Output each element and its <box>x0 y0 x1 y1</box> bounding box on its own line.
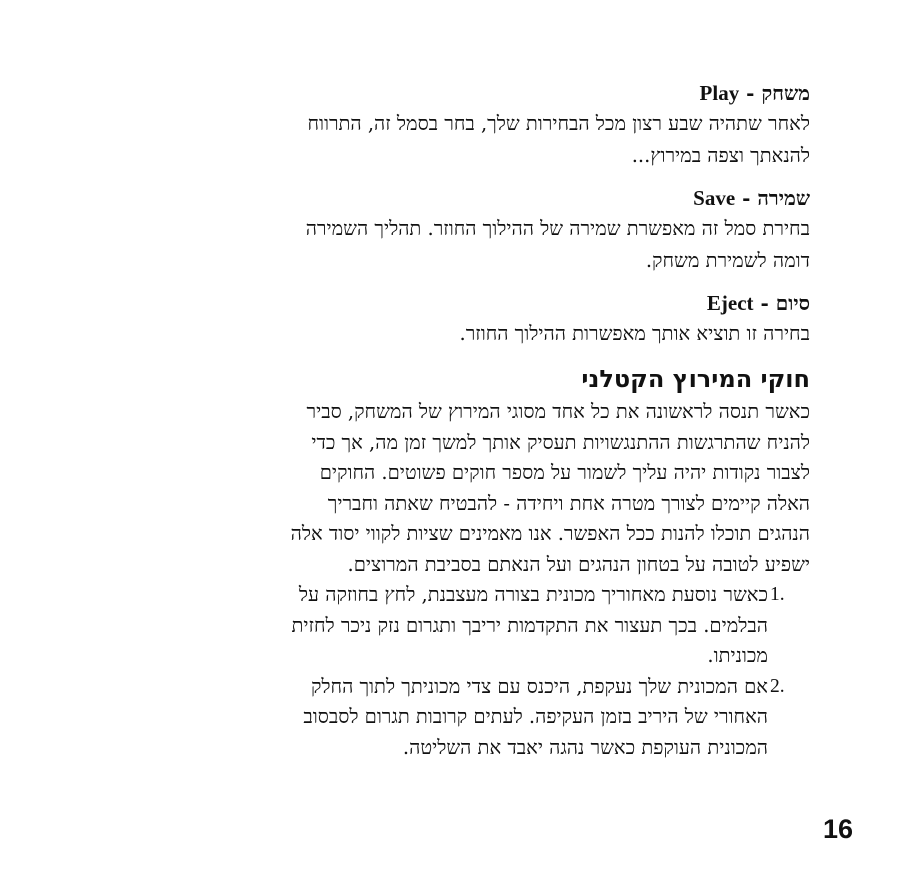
text-line: אם המכונית שלך נעקפת, היכנס עם צדי מכוניתך לתוך החלק <box>310 674 768 698</box>
section-heading-eject <box>60 288 810 318</box>
text-line: להנאתך וצפה במירוץ... <box>631 144 810 167</box>
manual-page <box>60 78 810 763</box>
section-text-play <box>60 108 810 172</box>
page-number: 16 <box>823 814 854 844</box>
section-text-save <box>60 213 810 277</box>
text-line: האלה קיימים לצורך מטרה אחת ויחידה - להבטיח שאתה וחבריך <box>327 491 810 515</box>
heading-english: Play <box>699 81 740 105</box>
section-save <box>60 183 810 277</box>
rules-intro <box>60 397 810 580</box>
section-play <box>60 78 810 172</box>
heading-hebrew: סיום <box>775 291 810 315</box>
rules-list <box>60 580 810 763</box>
heading-english: Save <box>693 186 736 210</box>
rules-title: חוקי המירוץ הקטלני <box>581 365 810 393</box>
list-item <box>60 672 810 764</box>
text-line: דומה לשמירת משחק. <box>645 249 810 272</box>
text-line: המכונית העוקפת כאשר נהגה יאבד את השליטה. <box>402 735 768 759</box>
section-text-eject <box>60 318 810 350</box>
section-heading-save <box>60 183 810 213</box>
text-line: בחירת סמל זה מאפשרת שמירה של ההילוך החוזר. תהליך השמירה <box>305 217 810 240</box>
text-line: הבלמים. בכך תעצור את התקדמות יריבך ותגרום נזק ניכר לחזית <box>291 613 768 637</box>
heading-hebrew: שמירה <box>757 186 810 210</box>
heading-separator: - <box>735 186 758 210</box>
text-line: כאשר נוסעת מאחוריך מכונית בצורה מעצבנת, לחץ בחוזקה על <box>298 583 768 606</box>
text-line: בחירה זו תוציא אותך מאפשרות ההילוך החוזר. <box>459 322 810 345</box>
text-line: לאחר שתהיה שבע רצון מכל הבחירות שלך, בחר בסמל זה, התרווח <box>307 112 810 135</box>
text-line: מכוניתו. <box>707 644 768 667</box>
text-line: לצבור נקודות יהיה עליך לשמור על מספר חוקים פשוטים. החוקים <box>319 461 810 484</box>
text-line: הנהגים תוכלו להנות ככל האפשר. אנו מאמינים שציות לקווי יסוד אלה <box>290 522 810 545</box>
section-heading-play <box>60 78 810 108</box>
heading-separator: - <box>739 81 762 105</box>
heading-separator: - <box>753 291 776 315</box>
text-line: כאשר תנסה לראשונה את כל אחד מסוגי המירוץ של המשחק, סביר <box>306 400 810 423</box>
heading-english: Eject <box>706 291 754 315</box>
list-item <box>60 580 810 672</box>
text-line: ישפיע לטובה על בטחון הנהגים ועל הנאתם בסביבת המרוצים. <box>347 552 810 576</box>
list-item-number: 1. <box>770 584 785 605</box>
text-line: להניח שהתרגשות ההתנגשויות תעסיק אותך למשך זמן מה, אך כדי <box>311 430 810 454</box>
section-eject <box>60 288 810 350</box>
text-line: האחורי של היריב בזמן העקיפה. לעתים קרובות תגרום לסבסוב <box>303 705 768 728</box>
heading-hebrew: משחק <box>761 81 810 105</box>
list-item-number: 2. <box>770 675 785 697</box>
rules-section <box>60 361 810 763</box>
